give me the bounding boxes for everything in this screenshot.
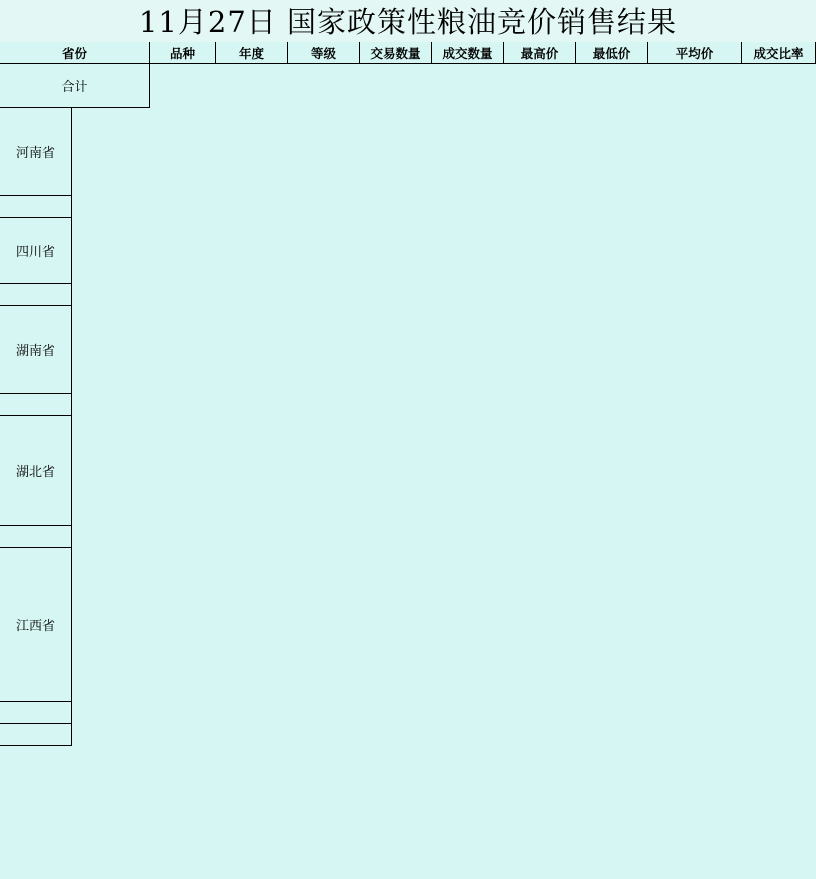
header-grade: 等级 bbox=[288, 42, 360, 64]
header-avg-price: 平均价 bbox=[648, 42, 742, 64]
header-min-price: 最低价 bbox=[576, 42, 648, 64]
header-trade-qty: 交易数量 bbox=[360, 42, 432, 64]
province-blank bbox=[0, 284, 72, 306]
province-label: 河南省 bbox=[0, 108, 72, 196]
province-label: 江西省 bbox=[0, 548, 72, 702]
province-blank bbox=[0, 394, 72, 416]
province-blank bbox=[0, 526, 72, 548]
header-variety: 品种 bbox=[150, 42, 216, 64]
group-total-label: 合计 bbox=[0, 64, 150, 108]
province-label: 湖北省 bbox=[0, 416, 72, 526]
results-table bbox=[0, 42, 816, 879]
province-label: 湖南省 bbox=[0, 306, 72, 394]
header-deal-ratio: 成交比率 bbox=[742, 42, 816, 64]
header-deal-qty: 成交数量 bbox=[432, 42, 504, 64]
page-title: 11月27日 国家政策性粮油竞价销售结果 bbox=[0, 0, 816, 42]
province-blank bbox=[0, 724, 72, 746]
province-blank bbox=[0, 196, 72, 218]
header-max-price: 最高价 bbox=[504, 42, 576, 64]
header-year: 年度 bbox=[216, 42, 288, 64]
header-province: 省份 bbox=[0, 42, 150, 64]
province-label: 四川省 bbox=[0, 218, 72, 284]
province-blank bbox=[0, 702, 72, 724]
